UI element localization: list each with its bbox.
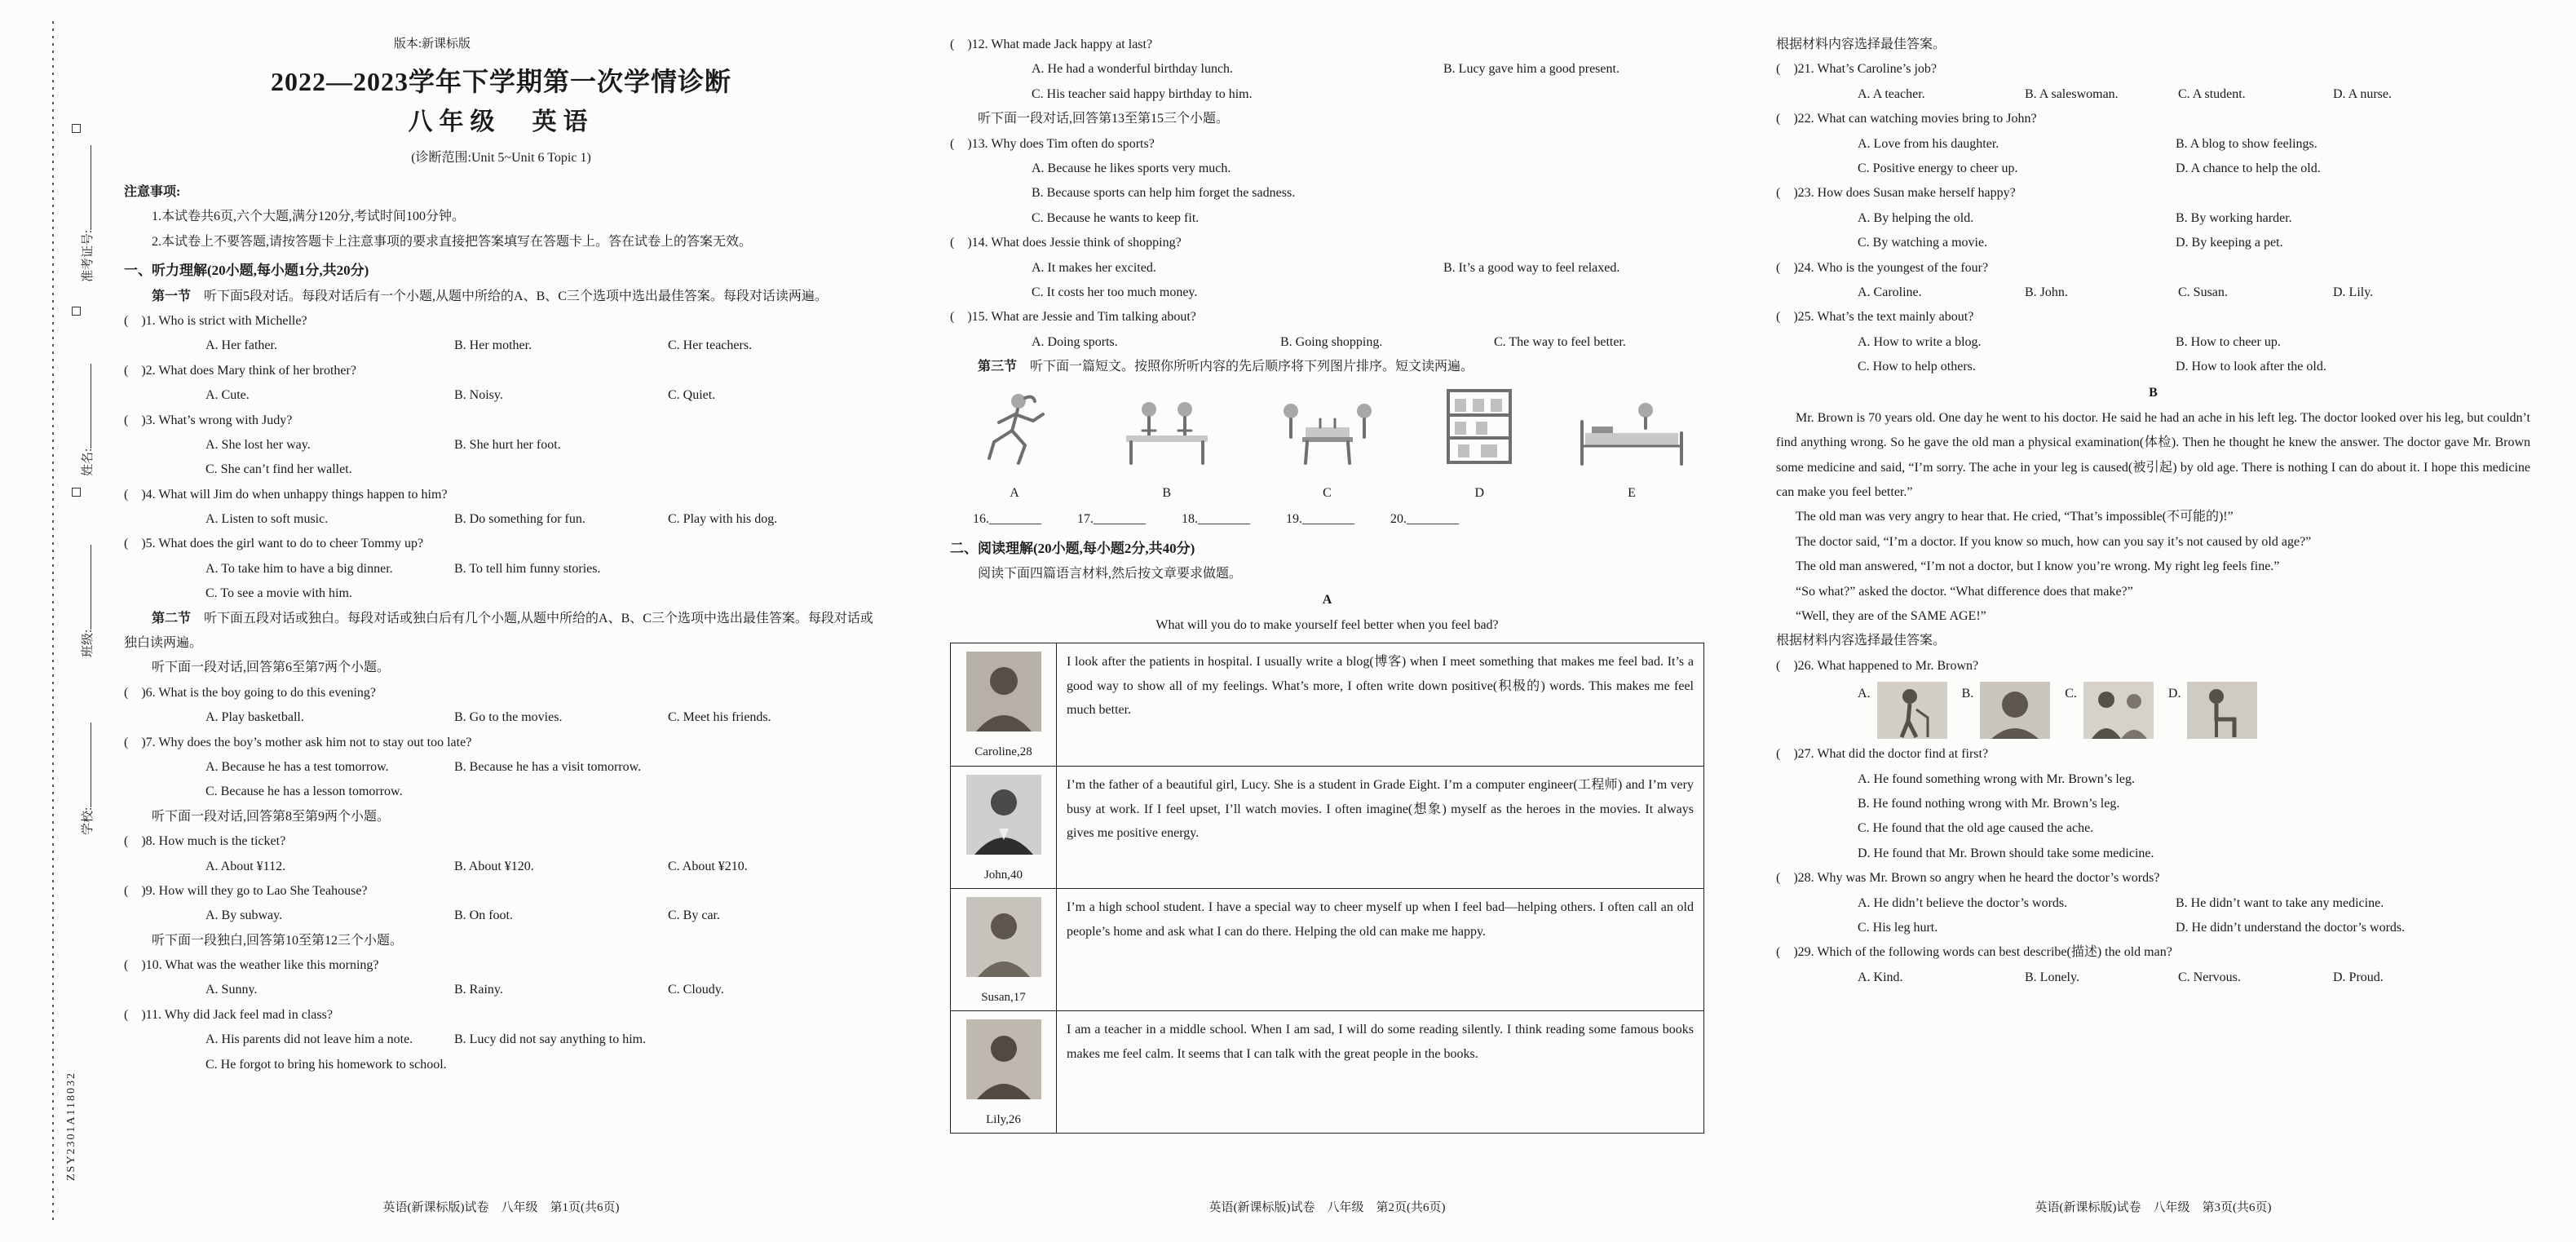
question-23 — [1776, 181, 2530, 255]
question-24-option-c: C. Susan. — [2178, 285, 2228, 299]
question-4-option-a: A. Listen to soft music. — [205, 512, 329, 527]
question-29-option-a: A. Kind. — [1858, 970, 1903, 984]
question-6-option-c: C. Meet his friends. — [668, 710, 771, 725]
notice-item-1: 1.本试卷共6页,六个大题,满分120分,考试时间100分钟。 — [152, 210, 466, 224]
question-12-option-b: B. Lucy gave him a good present. — [1443, 62, 1619, 77]
picture-d-label: D — [1474, 485, 1485, 500]
question-12 — [950, 33, 1704, 107]
question-24 — [1776, 256, 2530, 306]
question-13 — [950, 132, 1704, 232]
question-27-option-a: A. He found something wrong with Mr. Brown’s leg. — [1858, 771, 2135, 786]
question-23-text: ( )23. How does Susan make herself happy? — [1776, 186, 2016, 201]
diagnostic-scope: (诊断范围:Unit 5~Unit 6 Topic 1) — [411, 150, 591, 165]
question-21-option-a: A. A teacher. — [1858, 86, 1925, 101]
question-29-text: ( )29. Which of the following words can best describe(描述) the old man? — [1776, 945, 2172, 960]
fold-marker-icon — [72, 488, 81, 497]
question-29-option-c: C. Nervous. — [2178, 970, 2241, 984]
picture-a — [961, 388, 1067, 506]
question-21-option-d: D. A nurse. — [2333, 86, 2392, 101]
notice-heading: 注意事项: — [124, 185, 181, 200]
question-5-option-a: A. To take him to have a big dinner. — [205, 561, 393, 576]
party-table-illustration — [1266, 388, 1389, 470]
question-15-option-b: B. Going shopping. — [1280, 334, 1383, 349]
listening-pictures — [950, 379, 1704, 506]
store-shelf-illustration — [1430, 384, 1528, 470]
name-blank — [82, 364, 91, 449]
dialog-13-15-intro: 听下面一段对话,回答第13至第15三个小题。 — [978, 112, 1230, 126]
blank-17: 17.________ — [1077, 512, 1146, 527]
question-15-option-c: C. The way to feel better. — [1494, 334, 1626, 349]
reading-intro: 阅读下面四篇语言材料,然后按文章要求做题。 — [978, 566, 1243, 581]
page-3 — [1776, 0, 2530, 1242]
person-statement: I am a teacher in a middle school. When I am sad, I will do some reading silently. I think reading some famous books makes me feel calm. It seems that I can talk with the great people in the books. — [1067, 1023, 1694, 1061]
part-2-text: 听下面五段对话或独白。每段对话或独白后有几个小题,从题中所给的A、B、C三个选项中选出最佳答案。每段对话或独白读两遍。 — [124, 611, 873, 651]
option-a-label: A. — [1858, 687, 1871, 701]
question-28-text: ( )28. Why was Mr. Brown so angry when he heard the doctor’s words? — [1776, 871, 2160, 886]
school-label: 学校: — [82, 807, 95, 835]
question-2-option-b: B. Noisy. — [454, 388, 503, 403]
question-9 — [124, 879, 878, 929]
person-name: Lily,26 — [986, 1112, 1021, 1126]
paper-title: 2022—2023学年下学期第一次学情诊断 — [270, 66, 731, 96]
question-12-text: ( )12. What made Jack happy at last? — [950, 38, 1153, 51]
option-d-label: D. — [2167, 687, 2181, 701]
passage-b-paragraph-5: “So what?” asked the doctor. “What difference does that make?” — [1796, 584, 2133, 599]
question-9-text: ( )9. How will they go to Lao She Teahouse? — [124, 883, 368, 898]
question-2-text: ( )2. What does Mary think of her brother? — [124, 363, 356, 378]
question-5-option-c: C. To see a movie with him. — [205, 586, 352, 601]
question-5-text: ( )5. What does the girl want to do to cheer Tommy up? — [124, 537, 424, 551]
question-9-option-c: C. By car. — [668, 908, 720, 923]
question-13-option-b: B. Because sports can help him forget the sadness. — [1032, 186, 1296, 201]
question-3-option-c: C. She can’t find her wallet. — [205, 462, 352, 477]
picture-c — [1266, 388, 1389, 506]
question-1-option-b: B. Her mother. — [454, 338, 532, 353]
question-4 — [124, 483, 878, 533]
question-12-option-c: C. His teacher said happy birthday to him. — [1032, 86, 1253, 101]
question-26-picture-options — [1858, 682, 2530, 739]
table-row-caroline — [951, 643, 1703, 766]
question-23-option-d: D. By keeping a pet. — [2176, 236, 2283, 250]
question-24-text: ( )24. Who is the youngest of the four? — [1776, 260, 1989, 275]
question-28-option-a: A. He didn’t believe the doctor’s words. — [1858, 895, 2068, 910]
question-27-option-d: D. He found that Mr. Brown should take some medicine. — [1858, 846, 2154, 860]
question-12-option-a: A. He had a wonderful birthday lunch. — [1032, 62, 1234, 77]
name-field — [78, 364, 95, 476]
question-6 — [124, 681, 878, 731]
question-13-text: ( )13. Why does Tim often do sports? — [950, 136, 1155, 151]
part-1-label: 第一节 — [152, 289, 205, 303]
question-2 — [124, 359, 878, 409]
question-24-option-b: B. John. — [2025, 285, 2068, 299]
blank-18: 18.________ — [1182, 512, 1250, 527]
question-15-option-a: A. Doing sports. — [1032, 334, 1118, 349]
question-27-text: ( )27. What did the doctor find at first? — [1776, 747, 1989, 762]
exam-number-blank — [82, 145, 91, 230]
susan-portrait-photo — [966, 897, 1041, 977]
question-10-option-a: A. Sunny. — [205, 983, 258, 997]
susan-photo-cell — [951, 889, 1057, 1010]
person-statement: I’m the father of a beautiful girl, Lucy. She is a student in Grade Eight. I’m a computer engineer(工程师) and I’m very busy at work. If I feel upset, I’ll watch movies. I often imagine(想象) myself as the heroes in the movies. It always gives me positive energy. — [1067, 778, 1694, 841]
question-21-text: ( )21. What’s Caroline’s job? — [1776, 62, 1937, 77]
question-4-option-b: B. Do something for fun. — [454, 512, 585, 527]
question-2-option-c: C. Quiet. — [668, 388, 716, 403]
section-2-heading: 二、阅读理解(20小题,每小题2分,共40分) — [950, 540, 1195, 556]
question-22-option-c: C. Positive energy to cheer up. — [1858, 161, 2018, 175]
john-portrait-photo — [966, 775, 1041, 855]
question-26-option-a — [1858, 682, 1947, 739]
exam-number-label: 准考证号: — [82, 229, 95, 282]
binding-dotted-line — [52, 21, 54, 1221]
option-c-label: C. — [2065, 687, 2077, 701]
fold-marker-icon — [72, 124, 81, 133]
question-28-option-c: C. His leg hurt. — [1858, 920, 1938, 935]
fold-marker-icon — [72, 307, 81, 316]
part-3-text: 听下面一篇短文。按照你所听内容的先后顺序将下列图片排序。短文读两遍。 — [1030, 360, 1474, 374]
question-22-text: ( )22. What can watching movies bring to John? — [1776, 112, 2037, 126]
page-3-footer: 英语(新课标版)试卷 八年级 第3页(共6页) — [2035, 1200, 2272, 1214]
question-21-option-c: C. A student. — [2178, 86, 2246, 101]
school-field — [78, 723, 95, 835]
school-blank — [82, 723, 91, 807]
question-28-option-d: D. He didn’t understand the doctor’s words. — [2176, 920, 2406, 935]
passage-a-table — [950, 643, 1704, 1134]
question-6-text: ( )6. What is the boy going to do this evening? — [124, 685, 376, 700]
person-statement: I look after the patients in hospital. I usually write a blog(博客) when I meet something that makes me feel bad. It’s a good way to show all of my feelings. What’s more, I often write down positive(积极的) words. This makes me feel much better. — [1067, 655, 1694, 718]
person-name: Susan,17 — [981, 990, 1026, 1004]
question-27-option-b: B. He found nothing wrong with Mr. Brown’s leg. — [1858, 796, 2120, 811]
question-22-option-b: B. A blog to show feelings. — [2176, 136, 2318, 151]
question-11-option-a: A. His parents did not leave him a note. — [205, 1032, 413, 1047]
question-3-option-a: A. She lost her way. — [205, 437, 311, 452]
question-11-option-b: B. Lucy did not say anything to him. — [454, 1032, 647, 1047]
blank-19: 19.________ — [1286, 512, 1354, 527]
passage-b-answer-prompt: 根据材料内容选择最佳答案。 — [1776, 634, 1946, 648]
question-15-text: ( )15. What are Jessie and Tim talking about? — [950, 310, 1196, 325]
question-27-option-c: C. He found that the old age caused the ache. — [1858, 821, 2094, 836]
question-7-option-b: B. Because he has a visit tomorrow. — [454, 759, 642, 774]
question-3-text: ( )3. What’s wrong with Judy? — [124, 413, 293, 427]
part-3-intro — [950, 355, 1704, 379]
picture-a-label: A — [1010, 485, 1019, 500]
question-5 — [124, 532, 878, 606]
question-29 — [1776, 940, 2530, 990]
question-21-option-b: B. A saleswoman. — [2025, 86, 2119, 101]
question-1 — [124, 309, 878, 359]
passage-a-answer-prompt: 根据材料内容选择最佳答案。 — [1776, 38, 1946, 51]
question-1-option-a: A. Her father. — [205, 338, 277, 353]
picture-c-label: C — [1323, 485, 1332, 500]
question-11-text: ( )11. Why did Jack feel mad in class? — [124, 1007, 333, 1022]
picture-d — [1430, 384, 1528, 506]
paper-subtitle: 八年级 英语 — [408, 108, 594, 135]
page-1 — [124, 0, 878, 1242]
version-label: 版本:新课标版 — [393, 38, 471, 51]
question-25-option-b: B. How to cheer up. — [2176, 334, 2281, 349]
passage-b-paragraph-4: The old man answered, “I’m not a doctor, but I know you’re wrong. My right leg feels fine.” — [1796, 559, 2280, 574]
question-26-option-c — [2065, 682, 2154, 739]
old-man-face-photo — [1980, 682, 2050, 739]
question-13-option-c: C. Because he wants to keep fit. — [1032, 210, 1200, 225]
question-24-option-a: A. Caroline. — [1858, 285, 1922, 299]
name-label: 姓名: — [82, 448, 95, 476]
question-10-option-b: B. Rainy. — [454, 983, 503, 997]
question-28-option-b: B. He didn’t want to take any medicine. — [2176, 895, 2384, 910]
picture-b-label: B — [1162, 485, 1172, 500]
question-8-option-b: B. About ¥120. — [454, 859, 534, 873]
lily-portrait-photo — [966, 1019, 1041, 1099]
person-statement: I’m a high school student. I have a special way to cheer myself up when I feel bad—helping others. I often call an old people’s home and ask what I can do there. Helping the old can make me happy. — [1067, 900, 1694, 939]
question-2-option-a: A. Cute. — [205, 388, 250, 403]
doctor-and-patient-photo — [2083, 682, 2154, 739]
page-2 — [950, 0, 1704, 1242]
question-14-text: ( )14. What does Jessie think of shopping? — [950, 236, 1182, 250]
passage-b-paragraph-1: Mr. Brown is 70 years old. One day he went to his doctor. He said he had an ache in his left leg. The doctor looked over his leg, but couldn’t find anything wrong. So he gave the old man a physical examination(体检). Then he thought he knew the answer. The doctor gave Mr. Brown some medicine and said, “I’m sorry. The ache in your leg is caused(被引起) by old age. There is nothing I can do about it. I hope this medicine can make you feel better.” — [1776, 410, 2530, 500]
students-at-desk-illustration — [1110, 388, 1224, 470]
question-6-option-b: B. Go to the movies. — [454, 710, 563, 725]
question-24-option-d: D. Lily. — [2333, 285, 2374, 299]
question-11 — [124, 1003, 878, 1077]
question-3-option-b: B. She hurt her foot. — [454, 437, 561, 452]
person-in-bed-illustration — [1571, 392, 1693, 470]
question-7-option-c: C. Because he has a lesson tomorrow. — [205, 785, 403, 799]
page-2-footer: 英语(新课标版)试卷 八年级 第2页(共6页) — [1208, 1200, 1446, 1214]
question-1-option-c: C. Her teachers. — [668, 338, 753, 353]
part-2-intro — [124, 607, 878, 656]
person-name: John,40 — [983, 868, 1023, 882]
old-man-walking-photo — [1877, 682, 1947, 739]
question-5-option-b: B. To tell him funny stories. — [454, 561, 601, 576]
part-2-label: 第二节 — [152, 611, 205, 625]
paper-code: ZSY2301A118032 — [65, 1071, 77, 1181]
question-22 — [1776, 107, 2530, 181]
notice-item-2: 2.本试卷上不要答题,请按答题卡上注意事项的要求直接把答案填写在答题卡上。答在试卷上的答案无效。 — [152, 234, 753, 249]
question-23-option-a: A. By helping the old. — [1858, 210, 1974, 225]
question-22-option-a: A. Love from his daughter. — [1858, 136, 1999, 151]
question-23-option-c: C. By watching a movie. — [1858, 236, 1988, 250]
question-14-option-a: A. It makes her excited. — [1032, 260, 1156, 275]
question-25-option-a: A. How to write a blog. — [1858, 334, 1982, 349]
table-row-susan — [951, 888, 1703, 1010]
question-3 — [124, 409, 878, 483]
question-4-option-c: C. Play with his dog. — [668, 512, 778, 527]
question-6-option-a: A. Play basketball. — [205, 710, 304, 725]
question-9-option-a: A. By subway. — [205, 908, 283, 923]
page-1-footer: 英语(新课标版)试卷 八年级 第1页(共6页) — [382, 1200, 620, 1214]
question-14-option-b: B. It’s a good way to feel relaxed. — [1443, 260, 1620, 275]
question-7-option-a: A. Because he has a test tomorrow. — [205, 759, 389, 774]
dialog-8-9-intro: 听下面一段对话,回答第8至第9两个小题。 — [152, 809, 391, 824]
passage-b-paragraph-2: The old man was very angry to hear that. He cried, “That’s impossible(不可能的)!” — [1796, 510, 2234, 524]
question-25-option-c: C. How to help others. — [1858, 360, 1976, 374]
question-8-option-c: C. About ¥210. — [668, 859, 748, 873]
part-3-label: 第三节 — [978, 360, 1031, 374]
blank-16: 16.________ — [973, 512, 1041, 527]
question-29-option-d: D. Proud. — [2333, 970, 2384, 984]
question-21 — [1776, 57, 2530, 107]
part-1-text: 听下面5段对话。每段对话后有一个小题,从题中所给的A、B、C三个选项中选出最佳答案。每段对话读两遍。 — [204, 289, 828, 303]
question-26-text: ( )26. What happened to Mr. Brown? — [1776, 658, 1979, 673]
question-25-option-d: D. How to look after the old. — [2176, 360, 2326, 374]
question-4-text: ( )4. What will Jim do when unhappy things happen to him? — [124, 487, 448, 502]
dialog-6-7-intro: 听下面一段对话,回答第6至第7两个小题。 — [152, 661, 391, 675]
person-name: Caroline,28 — [974, 745, 1032, 758]
john-photo-cell — [951, 767, 1057, 888]
option-b-label: B. — [1961, 687, 1974, 701]
class-blank — [82, 545, 91, 630]
caroline-portrait-photo — [966, 652, 1041, 731]
passage-b-paragraph-6: “Well, they are of the SAME AGE!” — [1796, 608, 1986, 623]
passage-a-question: What will you do to make yourself feel better when you feel bad? — [1155, 617, 1499, 632]
section-1-heading: 一、听力理解(20小题,每小题1分,共20分) — [124, 263, 369, 279]
question-15 — [950, 305, 1704, 355]
class-field — [78, 545, 95, 657]
question-10 — [124, 953, 878, 1003]
picture-b — [1110, 388, 1224, 506]
old-man-sitting-photo — [2187, 682, 2257, 739]
question-10-text: ( )10. What was the weather like this morning? — [124, 958, 379, 973]
question-14 — [950, 231, 1704, 305]
question-13-option-a: A. Because he likes sports very much. — [1032, 161, 1231, 175]
passage-b-label: B — [2149, 386, 2158, 400]
question-7 — [124, 731, 878, 805]
question-8 — [124, 829, 878, 879]
question-8-option-a: A. About ¥112. — [205, 859, 286, 873]
question-7-text: ( )7. Why does the boy’s mother ask him not to stay out too late? — [124, 735, 472, 749]
passage-a-label: A — [1322, 593, 1332, 608]
class-label: 班级: — [82, 629, 95, 657]
lily-photo-cell — [951, 1011, 1057, 1133]
part-1-intro — [124, 285, 878, 309]
caroline-photo-cell — [951, 643, 1057, 766]
picture-e — [1571, 392, 1693, 506]
blank-20: 20.________ — [1390, 512, 1459, 527]
question-10-option-c: C. Cloudy. — [668, 983, 724, 997]
question-23-option-b: B. By working harder. — [2176, 210, 2292, 225]
question-26-option-b — [1962, 682, 2051, 739]
question-26 — [1776, 654, 2530, 739]
question-28 — [1776, 866, 2530, 940]
passage-b-paragraph-3: The doctor said, “I’m a doctor. If you know so much, how can you say it’s not caused by old age?” — [1796, 534, 2312, 549]
question-25 — [1776, 305, 2530, 379]
running-girl-illustration — [961, 388, 1067, 470]
question-22-option-d: D. A chance to help the old. — [2176, 161, 2321, 175]
question-8-text: ( )8. How much is the ticket? — [124, 834, 286, 849]
question-11-option-c: C. He forgot to bring his homework to school. — [205, 1057, 447, 1072]
question-29-option-b: B. Lonely. — [2025, 970, 2079, 984]
question-9-option-b: B. On foot. — [454, 908, 513, 923]
table-row-john — [951, 766, 1703, 888]
ordering-blanks — [950, 507, 1704, 532]
exam-number-field — [78, 145, 95, 282]
question-14-option-c: C. It costs her too much money. — [1032, 285, 1198, 299]
question-1-text: ( )1. Who is strict with Michelle? — [124, 313, 307, 328]
question-26-option-d — [2168, 682, 2258, 739]
table-row-lily — [951, 1010, 1703, 1133]
question-25-text: ( )25. What’s the text mainly about? — [1776, 310, 1974, 325]
monolog-10-12-intro: 听下面一段独白,回答第10至第12三个小题。 — [152, 933, 404, 948]
picture-e-label: E — [1628, 485, 1636, 500]
binding-strip — [0, 0, 124, 1242]
question-27 — [1776, 742, 2530, 866]
